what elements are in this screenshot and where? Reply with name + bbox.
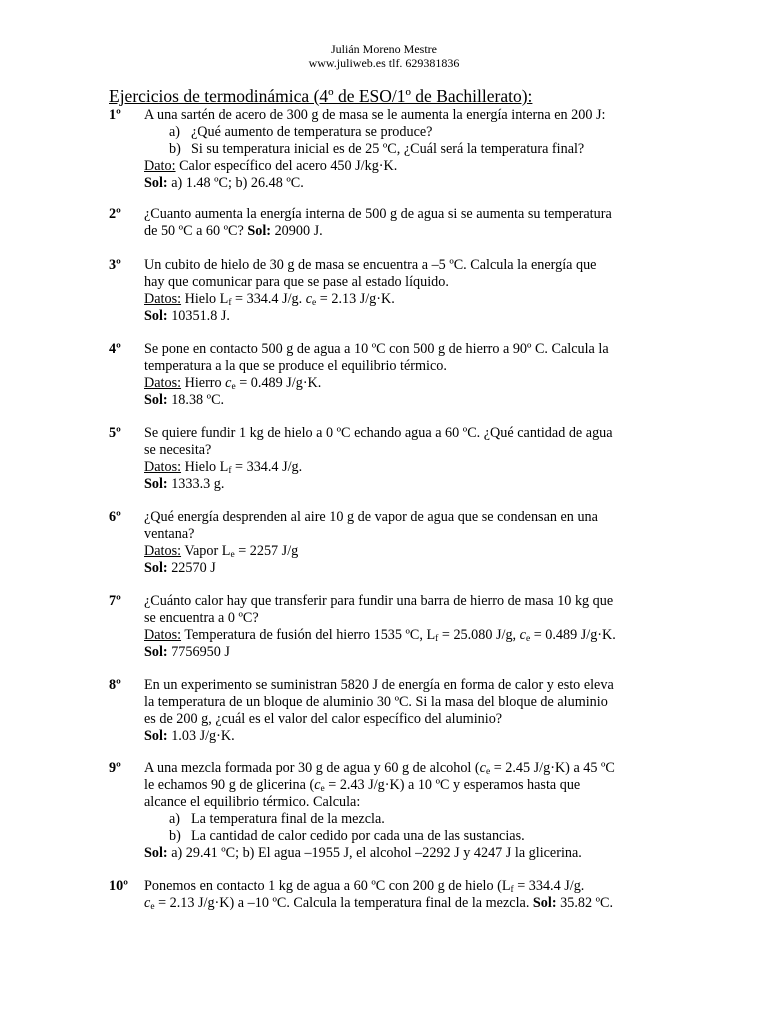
data-line: Datos: Hielo $L_f = 334.4$ J/g. $c_e = 2.13$ J/g·K. xyxy=(144,291,395,308)
data-line: Datos: Hierro $c_e = 0.489$ J/g·K. xyxy=(144,375,322,392)
sub-question-b: b) La cantidad de calor cedido por cada una de las sustancias. xyxy=(169,828,525,844)
solution-line: Sol: a) 29.41 ºC; b) El agua –1955 J, el alcohol –2292 J y 4247 J la glicerina. xyxy=(144,845,582,861)
exercise-text: se necesita? xyxy=(144,442,212,458)
header-contact: www.juliweb.es tlf. 629381836 xyxy=(308,56,460,70)
exercise-number: 3º xyxy=(109,257,121,273)
exercise-text: A una mezcla formada por 30 g de agua y 60 g de alcohol ($c_e = 2.45$ J/g·K) a 45 ºC xyxy=(144,760,615,777)
exercise-text: la temperatura de un bloque de aluminio 30 ºC. Si la masa del bloque de aluminio xyxy=(144,694,608,710)
exercise-text: Se pone en contacto 500 g de agua a 10 ºC con 500 g de hierro a 90º C. Calcula la xyxy=(144,341,609,357)
exercise-text: es de 200 g, ¿cuál es el valor del calor específico del aluminio? xyxy=(144,711,503,727)
sub-question-b: b) Si su temperatura inicial es de 25 ºC, ¿Cuál será la temperatura final? xyxy=(169,141,585,157)
exercise-text: ¿Cuanto aumenta la energía interna de 500 g de agua si se aumenta su temperatura xyxy=(144,206,612,222)
exercise-number: 8º xyxy=(109,677,121,693)
exercise-number: 4º xyxy=(109,341,121,357)
exercise-text: ¿Cuánto calor hay que transferir para fundir una barra de hierro de masa 10 kg que xyxy=(144,593,614,609)
exercise-text-with-solution: de 50 ºC a 60 ºC? Sol: 20900 J. xyxy=(144,223,323,239)
exercise-text: temperatura a la que se produce el equilibrio térmico. xyxy=(144,358,447,374)
exercise-number: 1º xyxy=(109,107,121,123)
exercise-text: Se quiere fundir 1 kg de hielo a 0 ºC echando agua a 60 ºC. ¿Qué cantidad de agua xyxy=(144,425,613,441)
data-line: Datos: Vapor $L_e = 2257$ J/g xyxy=(144,543,299,560)
header-author: Julián Moreno Mestre xyxy=(331,42,437,56)
exercise-text: alcance el equilibrio térmico. Calcula: xyxy=(144,794,361,810)
sub-question-a: a) La temperatura final de la mezcla. xyxy=(169,811,385,827)
solution-line: Sol: a) 1.48 ºC; b) 26.48 ºC. xyxy=(144,175,304,191)
exercise-text: se encuentra a 0 ºC? xyxy=(144,610,259,626)
exercise-text: A una sartén de acero de 300 g de masa se le aumenta la energía interna en 200 J: xyxy=(144,107,606,123)
solution-line: Sol: 1.03 J/g·K. xyxy=(144,728,235,744)
sub-question-a: a) ¿Qué aumento de temperatura se produce? xyxy=(169,124,433,140)
exercise-text: le echamos 90 g de glicerina ($c_e = 2.43$ J/g·K) a 10 ºC y esperamos hasta que xyxy=(144,777,581,794)
exercise-text-with-solution: $c_e = 2.13$ J/g·K) a –10 ºC. Calcula la temperatura final de la mezcla. Sol: 35.82 ºC. xyxy=(144,895,614,912)
exercise-text: hay que comunicar para que se pase al estado líquido. xyxy=(144,274,449,290)
exercise-number: 10º xyxy=(109,878,128,894)
exercise-number: 9º xyxy=(109,760,121,776)
solution-line: Sol: 18.38 ºC. xyxy=(144,392,225,408)
data-line: Dato: Calor específico del acero 450 J/kg·K. xyxy=(144,158,398,174)
exercise-number: 6º xyxy=(109,509,121,525)
exercise-number: 5º xyxy=(109,425,121,441)
data-line: Datos: Temperatura de fusión del hierro 1535 ºC, $L_f = 25.080$ J/g, $c_e = 0.489$ J/g·K. xyxy=(144,627,616,644)
exercise-text: Un cubito de hielo de 30 g de masa se encuentra a –5 ºC. Calcula la energía que xyxy=(144,257,597,273)
exercise-number: 2º xyxy=(109,206,121,222)
exercise-text: ventana? xyxy=(144,526,195,542)
exercise-text: Ponemos en contacto 1 kg de agua a 60 ºC con 200 g de hielo ($L_f = 334.4$ J/g. xyxy=(144,878,585,895)
data-line: Datos: Hielo $L_f = 334.4$ J/g. xyxy=(144,459,303,476)
solution-line: Sol: 22570 J xyxy=(144,560,216,576)
solution-line: Sol: 7756950 J xyxy=(144,644,230,660)
exercise-number: 7º xyxy=(109,593,121,609)
page-title: Ejercicios de termodinámica (4º de ESO/1º de Bachillerato): xyxy=(109,86,533,106)
solution-line: Sol: 10351.8 J. xyxy=(144,308,230,324)
exercise-text: En un experimento se suministran 5820 J de energía en forma de calor y esto eleva xyxy=(144,677,614,693)
exercise-text: ¿Qué energía desprenden al aire 10 g de vapor de agua que se condensan en una xyxy=(144,509,598,525)
solution-line: Sol: 1333.3 g. xyxy=(144,476,225,492)
